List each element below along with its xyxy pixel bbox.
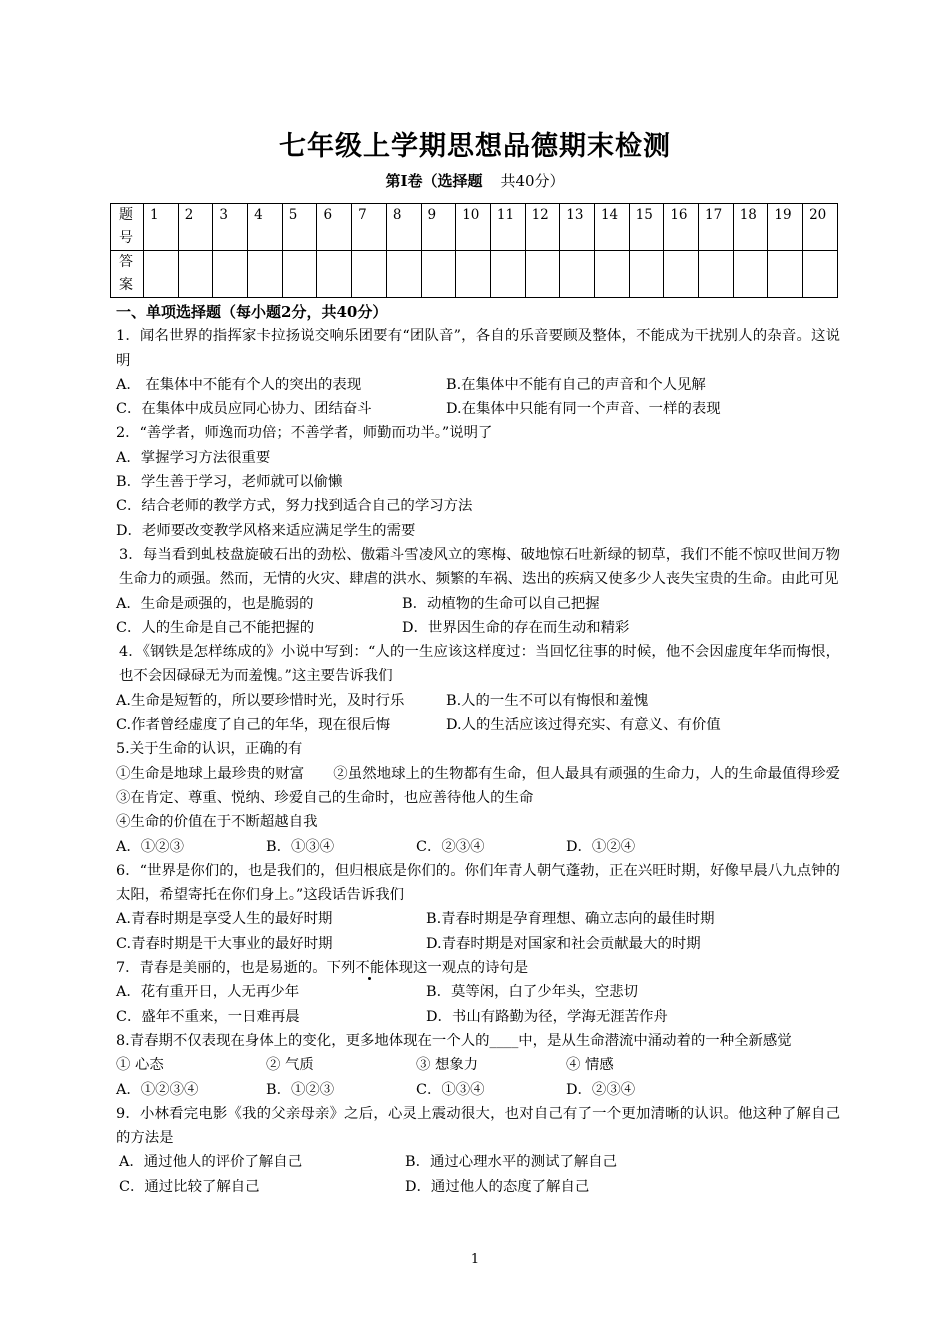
question-3-option-a[interactable]: A．生命是顽强的，也是脆弱的 xyxy=(116,595,314,612)
answer-table-number: 14 xyxy=(594,204,629,251)
question-6-options-row2 xyxy=(116,932,840,956)
question-5-option-a[interactable]: A．①②③ xyxy=(116,838,184,855)
question-5-stem: 5.关于生命的认识，正确的有 xyxy=(116,741,303,758)
subtitle-note: 共40分） xyxy=(500,172,565,190)
answer-cell[interactable] xyxy=(699,251,734,298)
question-7-option-b[interactable]: B．莫等闲，白了少年头，空悲切 xyxy=(426,984,639,1001)
answer-table-number: 16 xyxy=(664,204,699,251)
page-number: 1 xyxy=(470,1252,480,1267)
question-1-option-d[interactable]: D.在集体中只能有同一个声音、一样的表现 xyxy=(446,401,721,418)
question-1-options-row2 xyxy=(116,397,840,421)
answer-cell[interactable] xyxy=(594,251,629,298)
question-3-options-row2 xyxy=(116,616,840,640)
answer-cell[interactable] xyxy=(282,251,317,298)
question-7-stem xyxy=(116,956,840,980)
question-1-option-a[interactable]: A． 在集体中不能有个人的突出的表现 xyxy=(116,376,362,393)
question-5-statement-1: ①生命是地球上最珍贵的财富 xyxy=(116,765,305,782)
question-4-stem: 4．《钢铁是怎样练成的》小说中写到：“人的一生应该这样度过：当回忆往事的时候，他不会因虚度年华而悔恨，也不会因碌碌无为而羞愧。”这主要告诉我们 xyxy=(119,644,840,685)
question-2-option-c[interactable]: C．结合老师的教学方式，努力找到适合自己的学习方法 xyxy=(116,498,473,515)
question-5-statement-4: ④生命的价值在于不断超越自我 xyxy=(116,814,318,831)
answer-table-number: 13 xyxy=(560,204,595,251)
question-6-option-a[interactable]: A.青春时期是享受人生的最好时期 xyxy=(116,911,333,928)
question-6-stem: 6．“世界是你们的，也是我们的，但归根底是你们的。你们年青人朝气蓬勃，正在兴旺时期，好像早晨八九点钟的太阳，希望寄托在你们身上。”这段话告诉我们 xyxy=(116,862,840,904)
answer-table-answer-row xyxy=(111,251,838,298)
question-7-option-d[interactable]: D．书山有路勤为径，学海无涯苦作舟 xyxy=(426,1008,668,1025)
question-2-option-b[interactable]: B．学生善于学习，老师就可以偷懒 xyxy=(116,474,343,491)
question-8-statements xyxy=(116,1053,840,1077)
question-8-option-b[interactable]: B．①②③ xyxy=(266,1081,335,1098)
answer-table-number: 17 xyxy=(699,204,734,251)
question-2-option-d[interactable]: D．老师要改变教学风格来适应满足学生的需要 xyxy=(116,522,416,539)
question-2-stem: 2．“善学者，师逸而功倍；不善学者，师勤而功半。”说明了 xyxy=(116,425,493,442)
question-5-option-b[interactable]: B．①③④ xyxy=(266,838,335,855)
question-5-statement-2: ②虽然地球上的生物都有生命，但人最具有顽强的生命力，人的生命最值得珍爱 xyxy=(333,765,840,782)
question-7-stem-pre: 7．青春是美丽的，也是易逝的。下列 xyxy=(116,960,356,977)
question-9-option-d[interactable]: D．通过他人的态度了解自己 xyxy=(405,1178,590,1195)
answer-table-number: 4 xyxy=(248,204,283,251)
question-body xyxy=(116,300,840,1199)
subtitle-main: 第Ⅰ卷（选择题 xyxy=(385,172,483,190)
question-7-option-c[interactable]: C．盛年不重来，一日难再晨 xyxy=(116,1008,300,1025)
question-5-option-d[interactable]: D．①②④ xyxy=(566,838,636,855)
question-8-option-c[interactable]: C．①③④ xyxy=(416,1081,485,1098)
answer-cell[interactable] xyxy=(386,251,421,298)
section-heading: 一、单项选择题（每小题2分，共40分） xyxy=(116,303,388,321)
question-8-options xyxy=(116,1078,840,1102)
question-4-options-row1 xyxy=(116,689,840,713)
question-4-option-b[interactable]: B.人的一生不可以有悔恨和羞愧 xyxy=(446,692,649,709)
answer-table-number: 12 xyxy=(525,204,560,251)
question-2-option-a[interactable]: A．掌握学习方法很重要 xyxy=(116,449,271,466)
question-3-stem: 3．每当看到虬枝盘旋破石出的劲松、傲霜斗雪凌风立的寒梅、破地惊石吐新绿的韧草，我们不能不惊叹世间万物生命力的顽强。然而，无情的火灾、肆虐的洪水、频繁的车祸、迭出的疾病又使多少人丧失宝贵的生命。由此可见 xyxy=(119,546,840,588)
question-3-option-d[interactable]: D．世界因生命的存在而生动和精彩 xyxy=(402,619,630,636)
question-5-option-c[interactable]: C．②③④ xyxy=(416,838,485,855)
answer-cell[interactable] xyxy=(248,251,283,298)
answer-cell[interactable] xyxy=(664,251,699,298)
answer-cell[interactable] xyxy=(178,251,213,298)
question-6-option-c[interactable]: C.青春时期是干大事业的最好时期 xyxy=(116,935,333,952)
answer-table-number: 8 xyxy=(386,204,421,251)
answer-table-number: 10 xyxy=(456,204,491,251)
question-8-statement-3: ③ 想象力 xyxy=(416,1057,479,1074)
answer-cell[interactable] xyxy=(317,251,352,298)
question-7-option-a[interactable]: A．花有重开日，人无再少年 xyxy=(116,984,300,1001)
question-1-options-row1 xyxy=(116,373,840,397)
answer-cell[interactable] xyxy=(803,251,838,298)
answer-table-number: 18 xyxy=(733,204,768,251)
question-4-option-c[interactable]: C.作者曾经虚度了自己的年华，现在很后悔 xyxy=(116,717,391,734)
question-3-options-row1 xyxy=(116,592,840,616)
question-1-option-c[interactable]: C．在集体中成员应同心协力、团结奋斗 xyxy=(116,401,372,418)
question-8-statement-1: ① 心态 xyxy=(116,1057,164,1074)
question-4-options-row2 xyxy=(116,713,840,737)
question-7-stem-emphasis: 不能 xyxy=(355,960,385,977)
answer-table-number: 9 xyxy=(421,204,456,251)
answer-table-number: 1 xyxy=(144,204,179,251)
subtitle xyxy=(0,170,950,191)
question-1-stem: 1．闻名世界的指挥家卡拉扬说交响乐团要有“团队音”，各自的乐音要顾及整体，不能成为干扰别人的杂音。这说明 xyxy=(116,328,840,369)
question-9-option-b[interactable]: B．通过心理水平的测试了解自己 xyxy=(405,1154,618,1171)
question-9-stem: 9．小林看完电影《我的父亲母亲》之后，心灵上震动很大，也对自己有了一个更加清晰的认识。他这种了解自己的方法是 xyxy=(116,1105,840,1147)
answer-cell[interactable] xyxy=(421,251,456,298)
question-5-statements-1-2 xyxy=(116,762,840,811)
answer-table-number: 19 xyxy=(768,204,803,251)
question-8-statement-4: ④ 情感 xyxy=(566,1057,614,1074)
answer-table-number-header: 题号 xyxy=(111,204,144,251)
answer-cell[interactable] xyxy=(629,251,664,298)
answer-cell[interactable] xyxy=(352,251,387,298)
question-7-options-row1 xyxy=(116,980,840,1004)
answer-cell[interactable] xyxy=(733,251,768,298)
answer-cell[interactable] xyxy=(144,251,179,298)
answer-table-number: 6 xyxy=(317,204,352,251)
question-8-statement-2: ② 气质 xyxy=(266,1057,314,1074)
answer-table-number: 11 xyxy=(490,204,525,251)
question-6-option-b[interactable]: B.青春时期是孕育理想、确立志向的最佳时期 xyxy=(426,911,715,928)
question-6-options-row1 xyxy=(116,907,840,931)
answer-table-number: 2 xyxy=(178,204,213,251)
answer-cell[interactable] xyxy=(768,251,803,298)
question-9-options-row1 xyxy=(116,1150,840,1174)
answer-table-number-row xyxy=(111,204,838,251)
question-8-option-a[interactable]: A．①②③④ xyxy=(116,1081,199,1098)
answer-cell[interactable] xyxy=(525,251,560,298)
answer-cell[interactable] xyxy=(213,251,248,298)
question-3-option-b[interactable]: B．动植物的生命可以自己把握 xyxy=(402,595,600,612)
answer-cell[interactable] xyxy=(490,251,525,298)
question-4-option-d[interactable]: D.人的生活应该过得充实、有意义、有价值 xyxy=(446,717,721,734)
question-9-options-row2 xyxy=(116,1175,840,1199)
question-9-option-a[interactable]: A．通过他人的评价了解自己 xyxy=(119,1154,303,1171)
question-5-statement-3: ③在肯定、尊重、悦纳、珍爱自己的生命时，也应善待他人的生命 xyxy=(116,789,534,806)
answer-table-number: 3 xyxy=(213,204,248,251)
page-title: 七年级上学期思想品德期末检测 xyxy=(279,131,671,162)
question-7-options-row2 xyxy=(116,1005,840,1029)
answer-cell[interactable] xyxy=(560,251,595,298)
answer-table-number: 15 xyxy=(629,204,664,251)
question-8-stem: 8.青春期不仅表现在身体上的变化，更多地体现在一个人的____中，是从生命潜流中涌动着的一种全新感觉 xyxy=(116,1032,792,1049)
question-4-option-a[interactable]: A.生命是短暂的，所以要珍惜时光，及时行乐 xyxy=(116,692,405,709)
question-7-stem-post: 体现这一观点的诗句是 xyxy=(384,960,529,977)
answer-cell[interactable] xyxy=(456,251,491,298)
question-8-option-d[interactable]: D．②③④ xyxy=(566,1081,636,1098)
answer-table-number: 5 xyxy=(282,204,317,251)
question-6-option-d[interactable]: D.青春时期是对国家和社会贡献最大的时期 xyxy=(426,935,701,952)
question-5-options xyxy=(116,835,840,859)
answer-table-number: 20 xyxy=(803,204,838,251)
question-1-option-b[interactable]: B.在集体中不能有自己的声音和个人见解 xyxy=(446,376,706,393)
answer-table xyxy=(110,203,838,298)
answer-table-number: 7 xyxy=(352,204,387,251)
question-9-option-c[interactable]: C．通过比较了解自己 xyxy=(119,1178,260,1195)
question-3-option-c[interactable]: C．人的生命是自己不能把握的 xyxy=(116,619,315,636)
answer-table-answer-header: 答案 xyxy=(111,251,144,298)
